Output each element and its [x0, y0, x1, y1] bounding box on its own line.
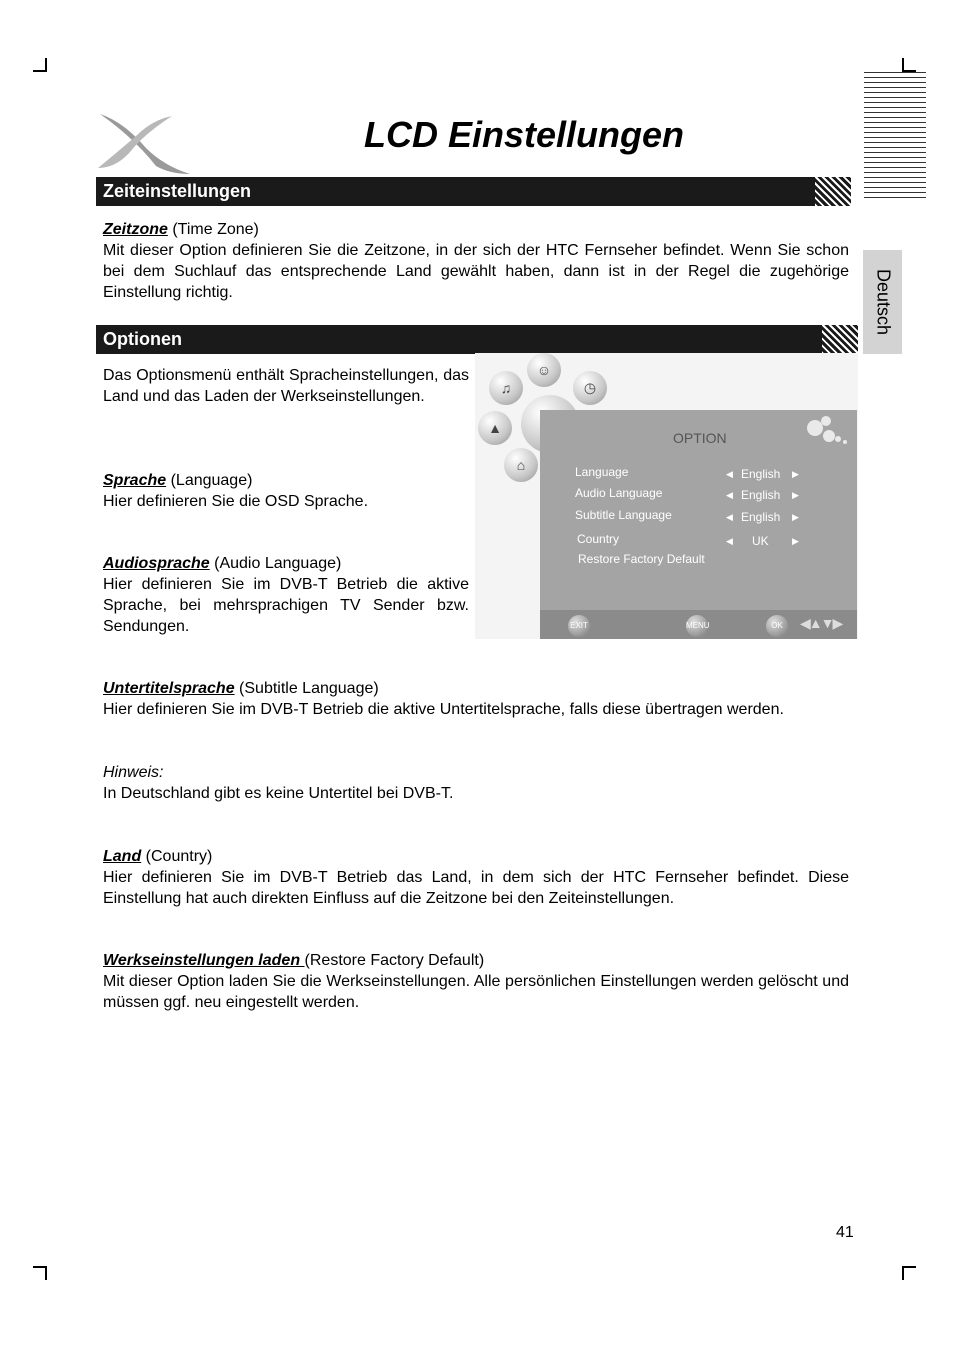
- hinweis-block: [103, 762, 849, 804]
- werkseinstellungen-term: Werkseinstellungen laden: [103, 952, 305, 969]
- language-tab-label: Deutsch: [873, 268, 893, 336]
- land-block: [103, 846, 849, 909]
- ok-button-icon: OK: [766, 615, 788, 637]
- audiosprache-block: [103, 553, 469, 637]
- heading-pattern: [822, 325, 858, 354]
- page-number: 41: [836, 1224, 854, 1241]
- hinweis-label: Hinweis:: [103, 764, 164, 781]
- audiosprache-translation: (Audio Language): [209, 555, 342, 572]
- bubbles-decoration: [807, 416, 851, 450]
- section-heading-optionen: [96, 325, 858, 354]
- section-heading-label: Zeiteinstellungen: [103, 181, 252, 201]
- osd-row-audio-value: English: [741, 488, 781, 502]
- osd-row-subtitle-value: English: [741, 510, 781, 524]
- audiosprache-text: Hier definieren Sie im DVB-T Betrieb die aktive Sprache, bei mehrsprachigen TV Sender bzw. Sendungen.: [103, 576, 469, 635]
- untertitelsprache-block: [103, 678, 849, 720]
- osd-row-country-label: Country: [577, 532, 620, 546]
- arrow-left-icon: ◀: [726, 536, 733, 546]
- osd-row-subtitle-label: Subtitle Language: [575, 508, 672, 522]
- language-tab: [863, 250, 902, 354]
- osd-row-country-value: UK: [752, 534, 769, 548]
- lock-icon: ⌂: [504, 448, 538, 482]
- crop-mark-bottom-right: [902, 1266, 916, 1280]
- decorative-stripes: [864, 72, 926, 200]
- crop-mark-top-right: [902, 58, 916, 72]
- sprache-text: Hier definieren Sie die OSD Sprache.: [103, 493, 369, 510]
- arrow-right-icon: ▶: [792, 469, 799, 479]
- optionen-intro: Das Optionsmenü enthält Spracheinstellungen, das Land und das Laden der Werkseinstellungen.: [103, 367, 469, 405]
- arrow-right-icon: ▶: [792, 490, 799, 500]
- section-heading-label: Optionen: [103, 329, 182, 349]
- osd-row-audio-label: Audio Language: [575, 486, 663, 500]
- exit-button-icon: EXIT: [568, 615, 590, 637]
- sprache-block: [103, 470, 469, 512]
- land-translation: (Country): [141, 848, 213, 865]
- werkseinstellungen-translation: (Restore Factory Default): [304, 952, 485, 969]
- untertitelsprache-term: Untertitelsprache: [103, 680, 235, 697]
- page-title: LCD Einstellungen: [364, 114, 685, 155]
- land-text: Hier definieren Sie im DVB-T Betrieb das Land, in dem sich der HTC Fernseher befindet. Diese Einstellung hat auch direkten Einfluss auf die Zeitzone bei den Zeiteinstellungen.: [103, 869, 849, 907]
- menu-button-icon: MENU: [686, 615, 708, 637]
- bubble-icon: ▲: [478, 411, 512, 445]
- bubble-icon: ♫: [489, 371, 523, 405]
- werkseinstellungen-text: Mit dieser Option laden Sie die Werkseinstellungen. Alle persönlichen Einstellungen werden gelöscht und müssen ggf. neu eingestellt werden.: [103, 973, 849, 1011]
- untertitelsprache-text: Hier definieren Sie im DVB-T Betrieb die aktive Untertitelsprache, falls diese übertragen werden.: [103, 701, 784, 718]
- sprache-term: Sprache: [103, 472, 167, 489]
- untertitelsprache-translation: (Subtitle Language): [234, 680, 379, 697]
- crop-mark-bottom-left: [33, 1266, 47, 1280]
- bubble-icon: ☺: [527, 353, 561, 387]
- section-heading-zeiteinstellungen: [96, 177, 851, 206]
- crop-mark-top-left: [33, 58, 47, 72]
- osd-row-restore-label: Restore Factory Default: [578, 552, 705, 566]
- zeitzone-block: [103, 219, 849, 303]
- osd-row-language-value: English: [741, 467, 781, 481]
- land-term: Land: [103, 848, 142, 865]
- option-menu-screenshot: [475, 353, 858, 639]
- hinweis-text: In Deutschland gibt es keine Untertitel bei DVB-T.: [103, 785, 454, 802]
- arrow-right-icon: ▶: [792, 512, 799, 522]
- sprache-translation: (Language): [166, 472, 253, 489]
- option-panel-footer: [540, 610, 857, 639]
- brand-logo: [94, 108, 192, 176]
- clock-icon: ◷: [573, 371, 607, 405]
- osd-row-language-label: Language: [575, 465, 629, 479]
- audiosprache-term: Audiosprache: [103, 555, 210, 572]
- zeitzone-term: Zeitzone: [103, 221, 168, 238]
- zeitzone-text: Mit dieser Option definieren Sie die Zeitzone, in der sich der HTC Fernseher befindet. Wenn Sie schon bei dem Suchlauf das entsprechende Land gewählt haben, dann ist in der Regel die zugehörige Einstellung richtig.: [103, 242, 849, 301]
- heading-pattern: [815, 177, 851, 206]
- option-panel: [540, 410, 857, 610]
- arrow-left-icon: ◀: [726, 512, 733, 522]
- arrow-left-icon: ◀: [726, 469, 733, 479]
- arrow-right-icon: ▶: [792, 536, 799, 546]
- arrow-left-icon: ◀: [726, 490, 733, 500]
- werkseinstellungen-block: [103, 950, 849, 1013]
- option-panel-title: OPTION: [673, 430, 727, 446]
- zeitzone-translation: (Time Zone): [167, 221, 259, 238]
- direction-pad-icon: ◀▲▼▶: [800, 615, 842, 631]
